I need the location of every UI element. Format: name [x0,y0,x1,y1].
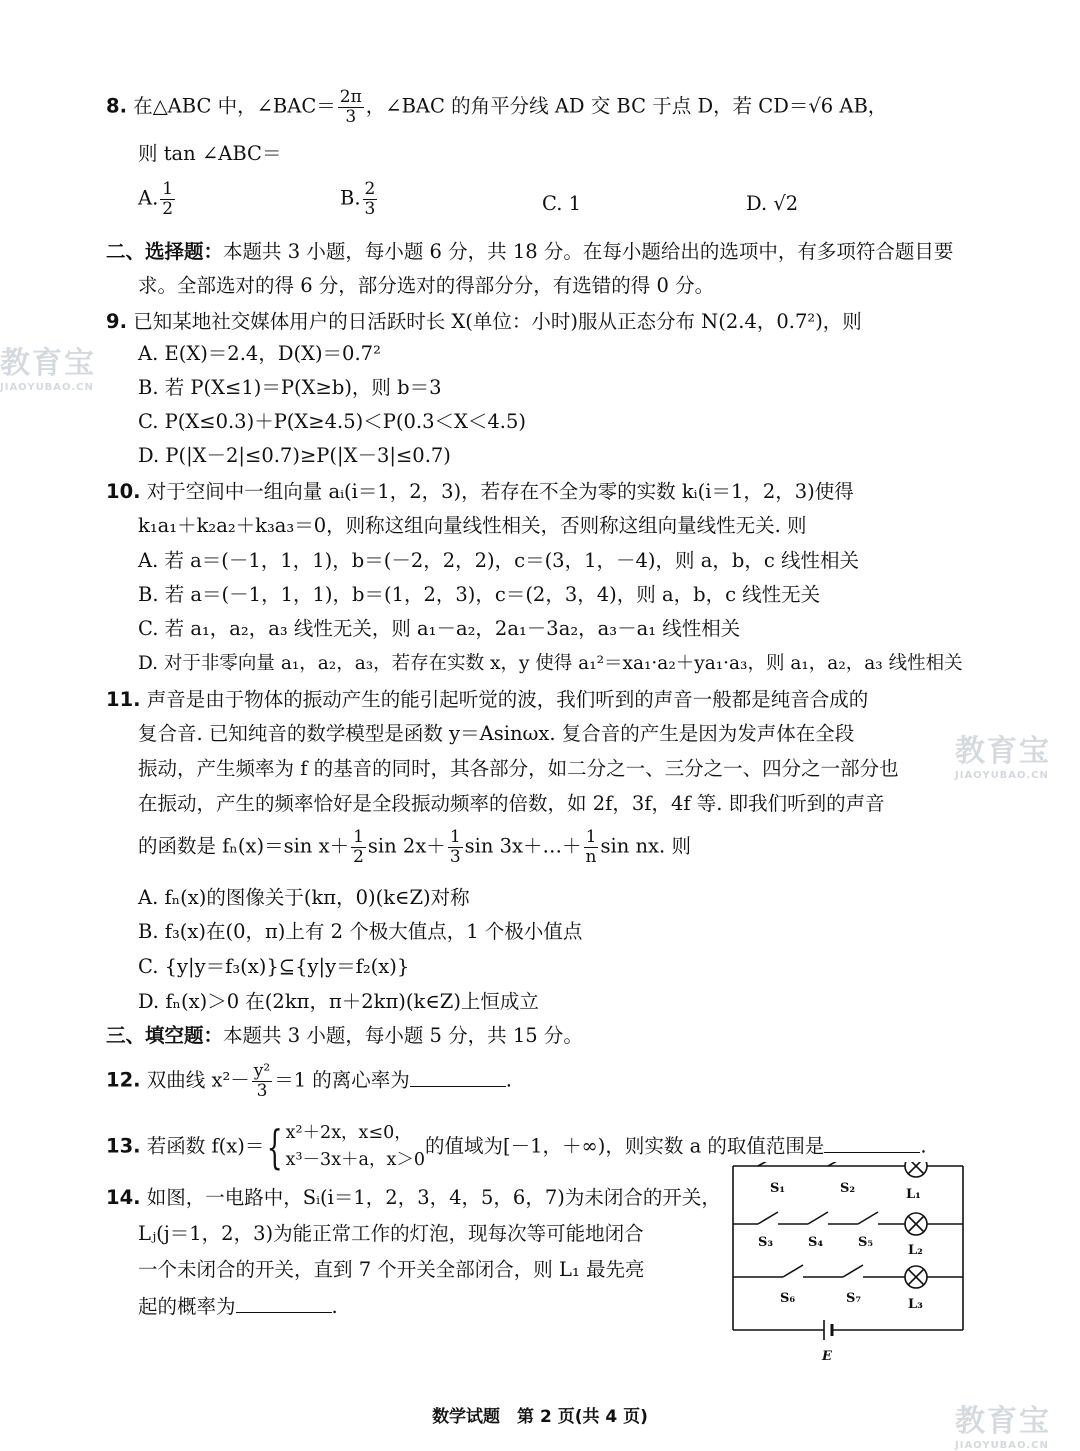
label-s5: S₅ [858,1235,874,1250]
q12-number: 12. [106,1068,141,1092]
q11-option-b: B. f₃(x)在(0，π)上有 2 个极大值点，1 个极小值点 [138,920,583,943]
q14-answer-blank[interactable] [236,1294,332,1313]
q11-option-c: C. {y|y＝f₃(x)}⊆{y|y＝f₂(x)} [138,955,410,978]
q8-option-b-num: 2 [364,179,376,199]
q13-number: 13. [106,1134,141,1158]
q8-option-c: C. 1 [542,192,582,215]
q8-line1 [106,88,887,126]
switch-s4-blade [808,1212,828,1224]
q12-text-c: . [505,1068,512,1092]
q8-option-a [138,180,177,218]
label-l2: L₂ [908,1243,923,1258]
section2-title: 二、选择题： [106,240,224,263]
q13-text-a: 若函数 f(x)＝ [146,1134,265,1158]
q9-number: 9. [106,310,127,333]
q11-line1-text: 声音是由于物体的振动产生的能引起听觉的波，我们听到的声音一般都是纯音合成的 [146,688,869,711]
page-footer: 数学试题 第 2 页(共 4 页) [432,1407,648,1427]
label-s6: S₆ [780,1291,796,1306]
watermark-right-bottom [955,1396,1051,1451]
section3-desc: 本题共 3 小题，每小题 5 分，共 15 分。 [223,1024,583,1047]
q11-line5 [138,828,691,866]
q9-option-d: D. P(|X－2|≤0.7)≥P(|X－3|≤0.7) [138,444,451,467]
q12-line [106,1062,512,1100]
q8-option-a-label: A. [138,186,159,210]
q11-frac2-num: 1 [449,827,461,847]
q14-line4-a: 起的概率为 [138,1295,236,1318]
q13-brace: { [266,1120,284,1175]
q11-line5-d: sin nx. 则 [600,834,691,858]
q10-option-a: A. 若 a＝(－1，1，1)，b＝(－2，2，2)，c＝(3，1，－4)，则 a，b，c 线性相关 [138,549,859,572]
q9-option-a: A. E(X)＝2.4，D(X)＝0.7² [138,342,381,365]
label-l1: L₁ [906,1187,921,1202]
q8-frac-denominator: 3 [345,106,357,127]
label-s3: S₃ [758,1235,774,1250]
q8-option-b-label: B. [340,186,361,210]
q12-frac-den: 3 [256,1080,268,1101]
q11-number: 11. [106,688,141,711]
switch-s6-blade [783,1265,803,1277]
q8-option-a-den: 2 [162,198,174,219]
q8-line2: 则 tan ∠ABC＝ [138,142,282,165]
switch-s7-blade [843,1265,863,1277]
switch-s5-blade [858,1212,878,1224]
q14-line2: Lⱼ(j＝1，2，3)为能正常工作的灯泡，现每次等可能地闭合 [138,1222,644,1245]
q11-frac1-den: 2 [353,846,364,867]
q9-stem [106,310,862,334]
bulb-l1-icon [905,1162,927,1177]
q14-line1-text: 如图，一电路中，Sᵢ(i＝1，2，3，4，5，6，7)为未闭合的开关， [146,1186,721,1209]
q10-line2: k₁a₁＋k₂a₂＋k₃a₃＝0，则称这组向量线性相关，否则称这组向量线性无关. 则 [138,514,807,537]
q10-option-c: C. 若 a₁，a₂，a₃ 线性无关，则 a₁－a₂，2a₁－3a₂，a₃－a₁ 线性相关 [138,617,741,640]
q11-frac3-den: n [585,846,597,867]
q11-frac2-den: 3 [449,846,461,867]
q8-option-a-num: 1 [162,179,174,199]
q11-frac3-num: 1 [585,827,597,847]
q14-line1 [106,1186,721,1210]
q11-line5-b: sin 2x＋ [367,834,446,858]
q9-stem-text: 已知某地社交媒体用户的日活跃时长 X(单位：小时)服从正态分布 N(2.4，0.7²)，则 [133,310,862,333]
q13-piece2: x³－3x＋a，x＞0 [285,1150,425,1171]
q10-line1 [106,480,854,504]
q11-frac1-num: 1 [353,827,364,847]
circuit-diagram [728,1162,968,1372]
q11-line4: 在振动，产生的频率恰好是全段振动频率的倍数，如 2f，3f，4f 等. 即我们听到的声音 [138,792,885,815]
q13-text-c: . [920,1134,927,1158]
q11-line2: 复合音. 已知纯音的数学模型是函数 y＝Asinωx. 复合音的产生是因为发声体在全段 [138,722,855,745]
q13-piecewise [286,1120,425,1174]
section3-line [106,1024,583,1048]
q13-text-b: 的值域为[－1，＋∞)，则实数 a 的取值范围是 [425,1134,825,1158]
q12-frac-num: y² [253,1061,271,1081]
q11-line5-c: sin 3x＋…＋ [464,834,582,858]
q8-text-b: ，∠BAC 的角平分线 AD 交 BC 于点 D，若 CD＝√6 AB， [365,94,888,118]
section2-desc1: 本题共 3 小题，每小题 6 分，共 18 分。在每小题给出的选项中，有多项符合题目要 [223,240,954,263]
label-e: E [822,1349,832,1364]
label-s7: S₇ [846,1291,862,1306]
watermark-left [0,338,96,393]
switch-s3-blade [758,1212,778,1224]
q12-answer-blank[interactable] [410,1068,506,1087]
q8-option-b-den: 3 [364,198,376,219]
section3-title: 三、填空题： [106,1024,224,1047]
watermark-mid-text: 教育宝 [955,734,1051,769]
watermark-mid-url: JIAOYUBAO.CN [955,770,1049,781]
q14-line3: 一个未闭合的开关，直到 7 个开关全部闭合，则 L₁ 最先亮 [138,1258,645,1281]
label-l3: L₃ [908,1297,923,1312]
section2-line2: 求。全部选对的得 6 分，部分选对的得部分分，有选错的得 0 分。 [138,274,715,297]
q11-line3: 振动，产生频率为 f 的基音的同时，其各部分，如二分之一、三分之一、四分之一部分也 [138,757,899,780]
q11-option-a: A. fₙ(x)的图像关于(kπ，0)(k∈Z)对称 [138,886,470,909]
q14-line4 [138,1294,338,1319]
watermark-bottom-text: 教育宝 [955,1404,1051,1439]
q13-answer-blank[interactable] [824,1134,920,1153]
q10-line1-text: 对于空间中一组向量 aᵢ(i＝1，2，3)，若存在不全为零的实数 kᵢ(i＝1，2，3)使得 [146,480,854,503]
q11-line1 [106,688,868,712]
label-s2: S₂ [840,1181,856,1196]
q12-text-b: ＝1 的离心率为 [274,1068,410,1092]
q8-option-b [340,180,379,218]
watermark-left-url: JIAOYUBAO.CN [0,382,94,393]
label-s1: S₁ [770,1181,786,1196]
q11-line5-a: 的函数是 fₙ(x)＝sin x＋ [138,834,350,858]
q8-frac-numerator: 2π [339,87,362,107]
q14-number: 14. [106,1186,141,1209]
watermark-bottom-url: JIAOYUBAO.CN [955,1440,1049,1451]
section2-line1 [106,240,953,264]
q14-line4-b: . [331,1295,338,1318]
watermark-right-mid [955,726,1051,781]
q10-option-d: D. 对于非零向量 a₁，a₂，a₃，若存在实数 x，y 使得 a₁²＝xa₁·a₂＋ya₁·a₃，则 a₁，a₂，a₃ 线性相关 [138,653,963,674]
q13-piece1: x²＋2x，x≤0， [285,1123,412,1143]
q10-number: 10. [106,480,141,503]
q11-option-d: D. fₙ(x)＞0 在(2kπ，π＋2kπ)(k∈Z)上恒成立 [138,990,539,1013]
q10-option-b: B. 若 a＝(－1，1，1)，b＝(1，2，3)，c＝(2，3，4)，则 a，b，c 线性无关 [138,583,821,606]
q8-angle-fraction [338,88,364,126]
q8-text-a: 在△ABC 中，∠BAC＝ [133,94,336,118]
q9-option-b: B. 若 P(X≤1)＝P(X≥b)，则 b＝3 [138,376,442,399]
q8-number: 8. [106,94,127,118]
q12-text-a: 双曲线 x²－ [146,1068,250,1092]
label-s4: S₄ [808,1235,824,1250]
q9-option-c: C. P(X≤0.3)＋P(X≥4.5)＜P(0.3＜X＜4.5) [138,410,527,433]
watermark-left-text: 教育宝 [0,346,96,381]
q8-option-d: D. √2 [746,192,799,215]
